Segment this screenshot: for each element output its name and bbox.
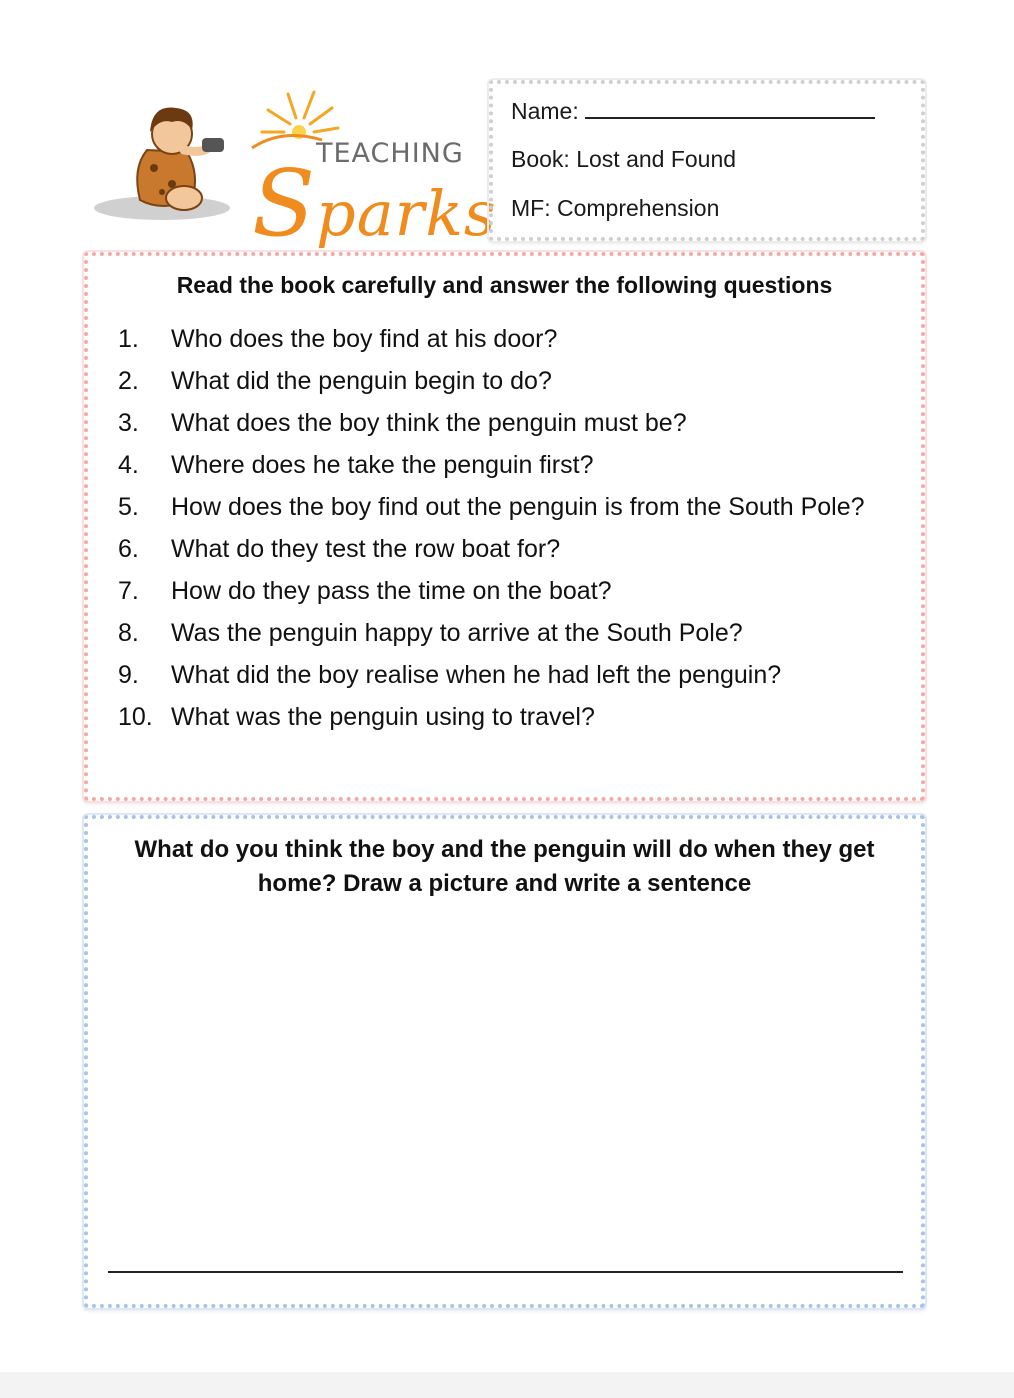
question-text: What do they test the row boat for? (171, 535, 561, 563)
question-text: Was the penguin happy to arrive at the South Pole? (171, 619, 743, 647)
question-item (118, 360, 898, 402)
question-number: 9. (118, 661, 139, 689)
name-blank-line[interactable] (585, 99, 875, 119)
questions-list (118, 318, 898, 738)
question-text: Who does the boy find at his door? (171, 325, 558, 353)
question-number: 7. (118, 577, 139, 605)
sentence-write-line[interactable] (108, 1271, 903, 1273)
question-text: How do they pass the time on the boat? (171, 577, 612, 605)
question-item (118, 696, 898, 738)
page-bottom-edge (0, 1372, 1014, 1398)
question-number: 1. (118, 325, 139, 353)
teaching-sparks-logo (92, 88, 497, 257)
question-number: 3. (118, 409, 139, 437)
name-field[interactable] (511, 98, 875, 125)
question-text: What did the boy realise when he had left the penguin? (171, 661, 782, 689)
question-text: How does the boy find out the penguin is from the South Pole? (171, 493, 865, 521)
question-text: Where does he take the penguin first? (171, 451, 594, 479)
question-item (118, 318, 898, 360)
question-item (118, 570, 898, 612)
questions-box (84, 252, 925, 801)
question-item (118, 444, 898, 486)
question-text: What does the boy think the penguin must be? (171, 409, 687, 437)
drawing-heading: What do you think the boy and the penguin will do when they get home? Draw a picture and write a sentence (134, 836, 875, 897)
question-number: 8. (118, 619, 139, 647)
questions-heading: Read the book carefully and answer the following questions (176, 272, 833, 298)
logo-sparks-rest: parks (316, 177, 497, 250)
student-info-box (489, 80, 925, 241)
name-label: Name: (511, 98, 579, 124)
logo-text-sparks (252, 150, 497, 257)
question-item (118, 402, 898, 444)
question-text: What was the penguin using to travel? (171, 703, 595, 731)
logo-sparks-initial: S (252, 150, 317, 257)
drawing-box[interactable] (84, 815, 925, 1308)
question-number: 2. (118, 367, 139, 395)
logo-text-teaching: TEACHING (316, 138, 464, 169)
question-text: What did the penguin begin to do? (171, 367, 552, 395)
question-item (118, 654, 898, 696)
question-number: 4. (118, 451, 139, 479)
question-item (118, 612, 898, 654)
question-item (118, 528, 898, 570)
book-title: Book: Lost and Found (511, 146, 737, 172)
question-number: 5. (118, 493, 139, 521)
question-item (118, 486, 898, 528)
mf-label: MF: Comprehension (511, 195, 720, 221)
question-number: 6. (118, 535, 139, 563)
question-number: 10. (118, 703, 153, 731)
